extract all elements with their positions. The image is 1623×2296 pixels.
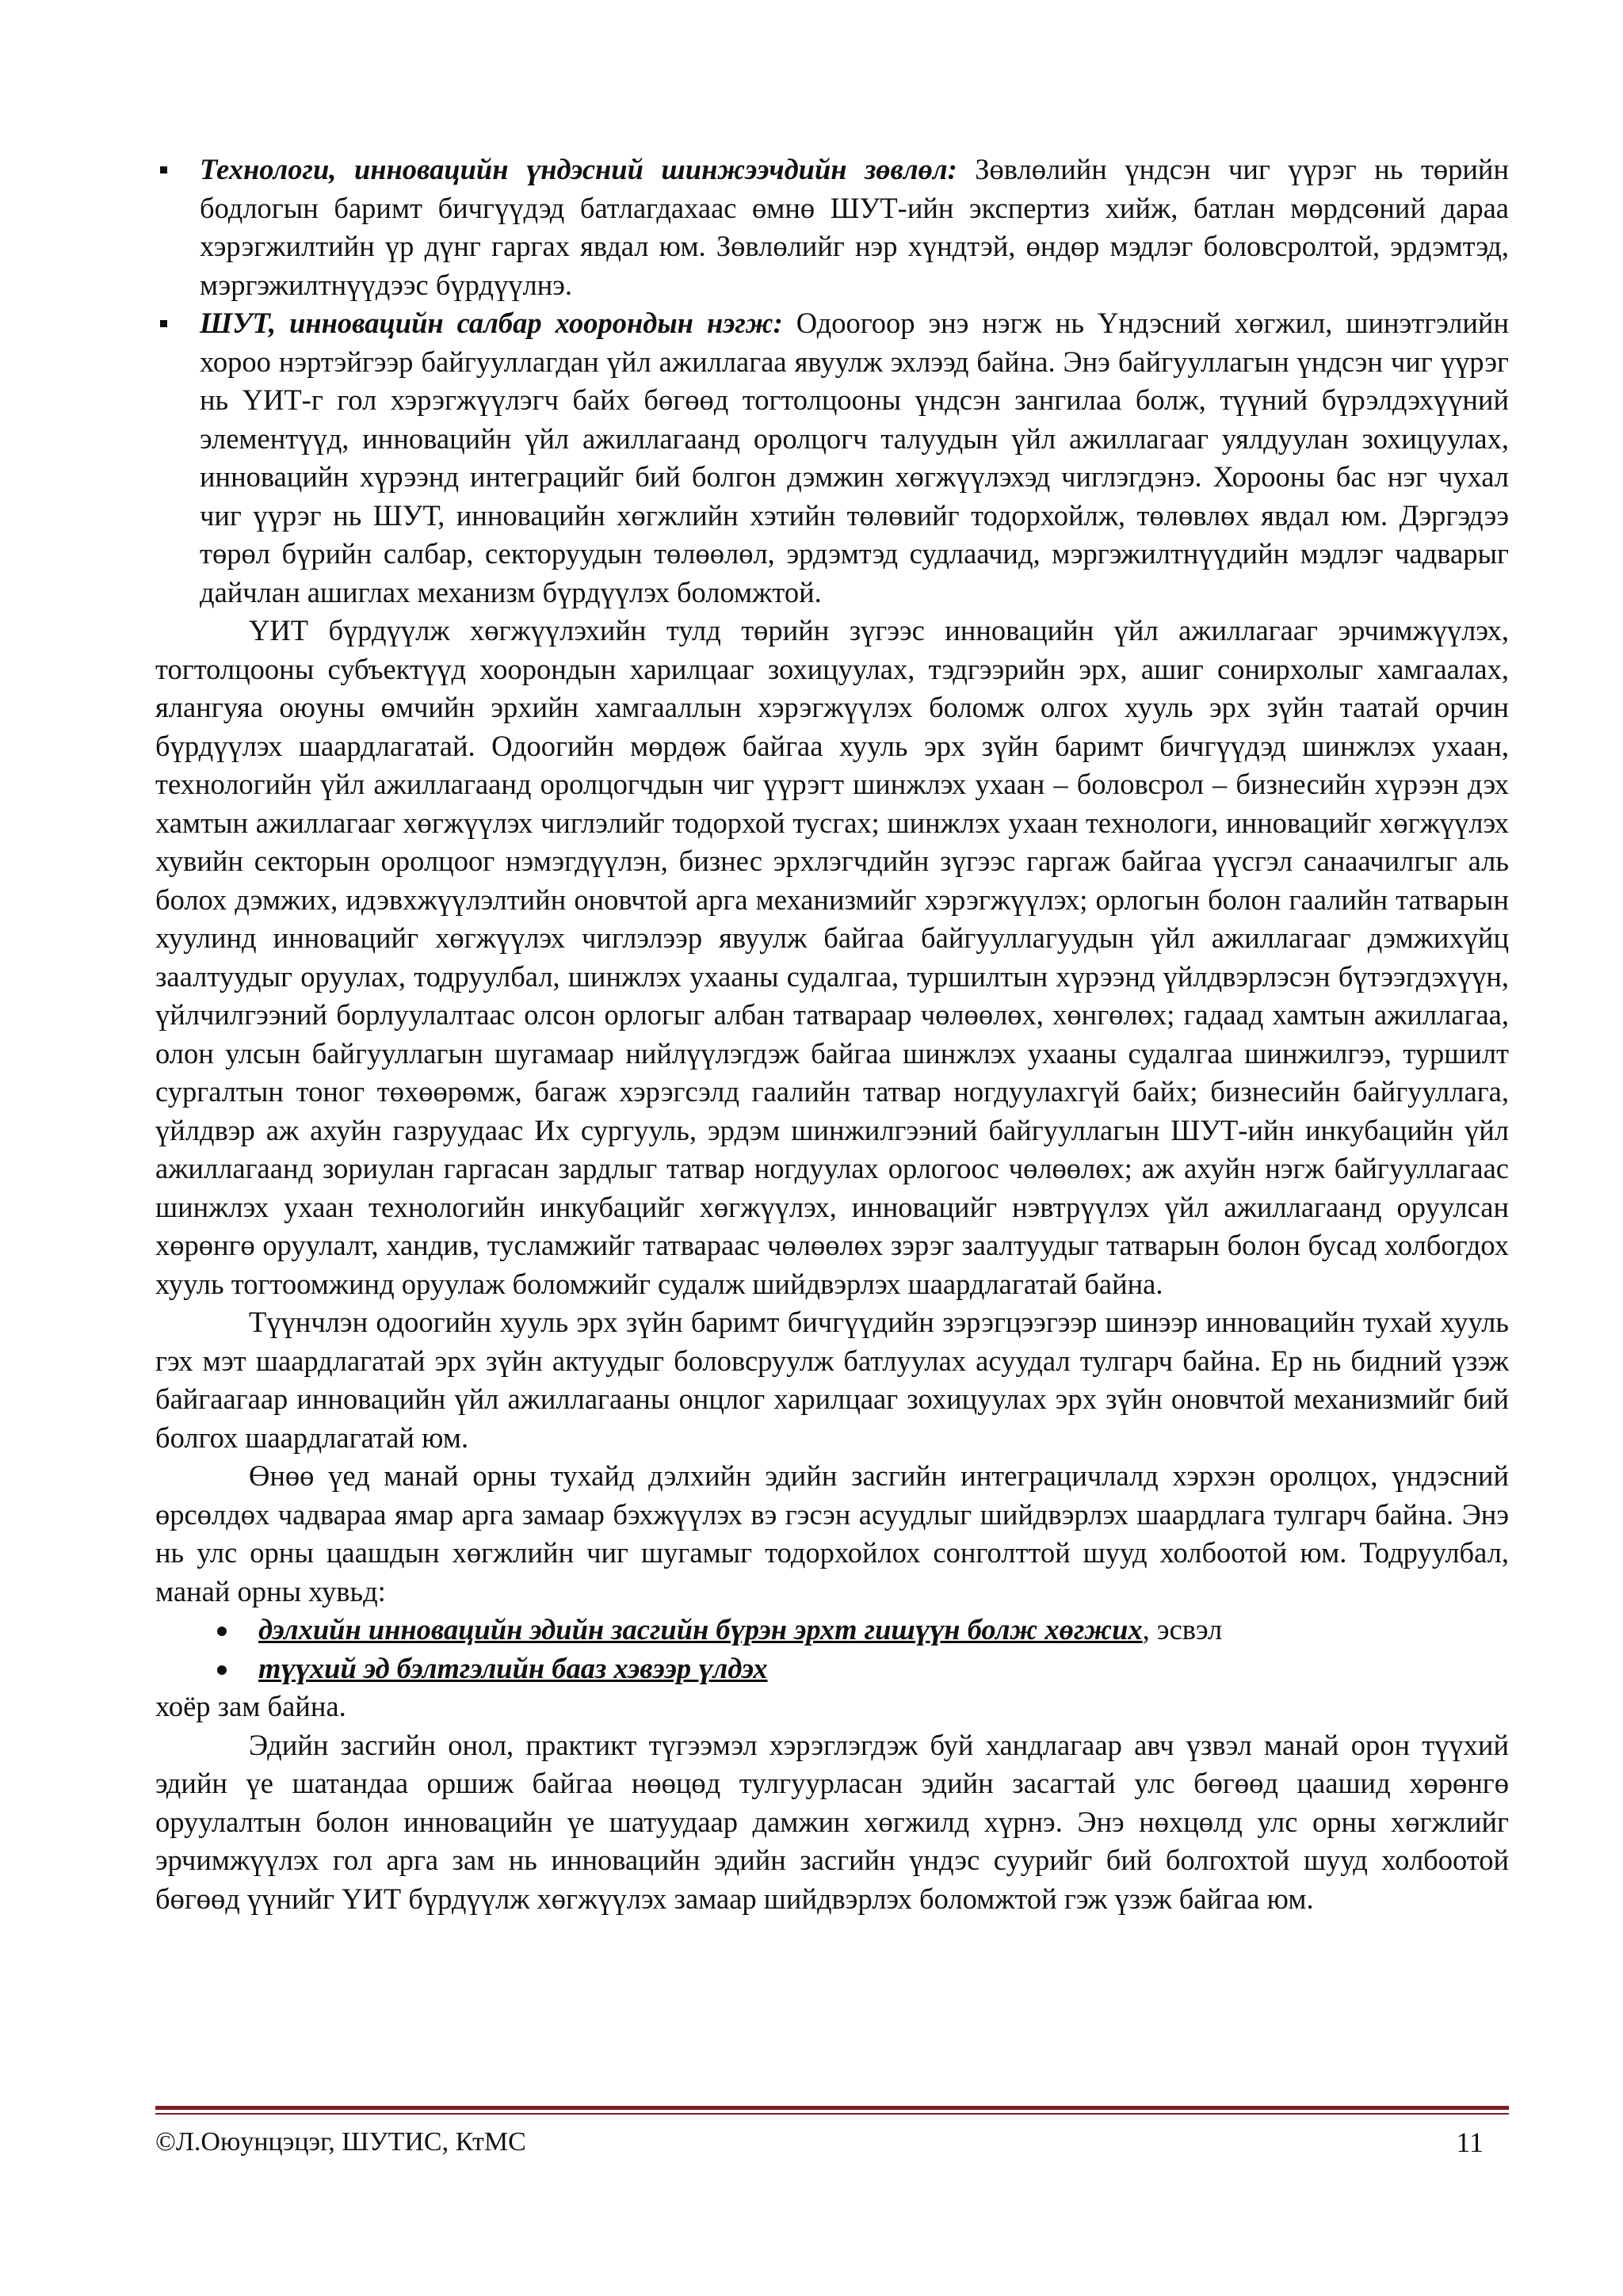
bullet-item-council: [155, 151, 1509, 304]
square-bullet-icon: [160, 320, 167, 327]
council-bullet-list: [155, 151, 1509, 612]
footer-divider-thin: [155, 2113, 1509, 2115]
round-bullet-icon: [217, 1665, 227, 1675]
round-bullet-icon: [217, 1627, 227, 1636]
paragraph-development-choice: Өнөө үед манай орны тухайд дэлхийн эдийн засгийн интеграцичлалд хэрхэн оролцох, үндэсний өрсөлдөх чадвараа ямар арга замаар бэхжүүлэх вэ гэсэн асуудлыг шийдвэрлэх шаардлага тулгарч байна. Энэ нь улс орны цаашдын хөгжлийн чиг шугамыг тодорхойлох сонголттой шууд холбоотой юм. Тодруулбал, манай орны хувьд:: [155, 1459, 1509, 1608]
paragraph-legal-environment: ҮИТ бүрдүүлж хөгжүүлэхийн тулд төрийн зүгээс инновацийн үйл ажиллагааг эрчимжүүлэх, тогтолцооны субъектүүд хоорондын харилцааг зохицуулах, тэдгээрийн эрх, ашиг сонирхолыг хамгаалах, ялангуяа оюуны өмчийн эрхийн хамгааллын хэрэгжүүлэх боломж олгох хууль эрх зүйн таатай орчин бүрдүүлэх шаардлагатай. Одоогийн мөрдөж байгаа хууль эрх зүйн баримт бичгүүдэд шинжлэх ухаан, технологийн үйл ажиллагаанд оролцогчдын чиг үүрэгт шинжлэх ухаан – боловсрол – бизнесийн хүрээн дэх хамтын ажиллагааг хөгжүүлэх чиглэлийг тодорхой тусгах; шинжлэх ухаан технологи, инновацийг хөгжүүлэх хувийн секторын оролцоог нэмэгдүүлэн, бизнес эрхлэгчдийн зүгээс гаргаж байгаа үүсгэл санаачилгыг аль болох дэмжих, идэвхжүүлэлтийн оновчтой арга механизмийг хэрэгжүүлэх; орлогын болон гаалийн татварын хуулинд инновацийг хөгжүүлэх чиглэлээр явуулж байгаа байгууллагуудын үйл ажиллагааг дэмжихүйц заалтуудыг оруулах, тодруулбал, шинжлэх ухааны судалгаа, туршилтын хүрээнд үйлдвэрлэсэн бүтээгдэхүүн, үйлчилгээний борлуулалтаас олсон орлогыг албан татвараар чөлөөлөх, хөнгөлөх; гадаад хамтын ажиллагаа, олон улсын байгууллагын шугамаар нийлүүлэгдэж байгаа шинжлэх ухааны судалгаа шинжилгээ, туршилт сургалтын тоног төхөөрөмж, багаж хэрэгсэлд гаалийн татвар ногдуулахгүй байх; бизнесийн байгууллага, үйлдвэр аж ахуйн газруудаас Их сургууль, эрдэм шинжилгээний байгууллагын ШУТ-ийн инкубацийн үйл ажиллагаанд зориулан гаргасан зардлыг татвар ногдуулах орлогоос чөлөөлөх; аж ахуйн нэгж байгууллагаас шинжлэх ухаан технологийн инкубацийг хөгжүүлэх, инновацийг нэвтрүүлэх үйл ажиллагаанд оруулсан хөрөнгө оруулалт, хандив, тусламжийг татвараас чөлөөлөх зэрэг заалтуудыг татварын болон бусад холбогдох хууль тогтоомжинд оруулаж боломжийг судалж шийдвэрлэх шаардлагатай байна.: [155, 614, 1509, 1300]
document-body: [155, 151, 1509, 1918]
path-options-list: [155, 1611, 1509, 1688]
bullet-term: ШУТ, инновацийн салбар хоорондын нэгж:: [200, 307, 783, 339]
footer-author: ©Л.Оюунцэцэг, ШУТИС, КтМС: [155, 2127, 526, 2157]
bullet-text: Одоогоор энэ нэгж нь Үндэсний хөгжил, шинэтгэлийн хороо нэртэйгээр байгууллагдан үйл ажиллагаа явуулж эхлээд байна. Энэ байгууллагын үндсэн чиг үүрэг нь ҮИТ-г гол хэрэгжүүлэгч байх бөгөөд тогтолцооны үндсэн зангилаа болж, түүний бүрэлдэхүүний элементүүд, инновацийн үйл ажиллагаанд оролцогч талуудын үйл ажиллагааг уялдуулан зохицуулах, инновацийн хүрээнд интеграцийг бий болгон дэмжин хөгжүүлэхэд чиглэгдэнэ. Хорооны бас нэг чухал чиг үүрэг нь ШУТ, инновацийн хөгжлийн хэтийн төлөвийг тодорхойлж, төлөвлөх явдал юм. Дэргэдээ төрөл бүрийн салбар, секторуудын төлөөлөл, эрдэмтэд судлаачид, мэргэжилтнүүдийн мэдлэг чадварыг дайчлан ашиглах механизм бүрдүүлэх боломжтой.: [200, 307, 1509, 608]
path-option-text: түүхий эд бэлтгэлийн бааз хэвээр үлдэх: [258, 1651, 768, 1684]
paragraph-innovation-law: Түүнчлэн одоогийн хууль эрх зүйн баримт бичгүүдийн зэрэгцээгээр шинээр инновацийн тухай хууль гэх мэт шаардлагатай эрх зүйн актуудыг боловсруулж батлуулах асуудал тулгарч байна. Ер нь бидний үзэж байгаагаар инновацийн үйл ажиллагааны онцлог харилцааг зохицуулах эрх зүйн оновчтой механизмийг бий болгох шаардлагатай юм.: [155, 1306, 1509, 1454]
path-option-text: дэлхийн инновацийн эдийн засгийн бүрэн эрхт гишүүн болж хөгжих: [258, 1613, 1143, 1646]
bullet-item-intersectoral-unit: [155, 304, 1509, 612]
bullet-term: Технологи, инновацийн үндэсний шинжээчдийн зөвлөл:: [200, 153, 957, 185]
path-option-raw-materials: [155, 1650, 1509, 1688]
square-bullet-icon: [160, 166, 167, 174]
path-option-suffix: , эсвэл: [1142, 1613, 1223, 1646]
paragraph-economic-theory: Эдийн засгийн онол, практикт түгээмэл хэрэглэгдэж буй хандлагаар авч үзвэл манай орон түүхий эдийн үе шатандаа оршиж байгаа нөөцөд тулгуурласан эдийн засагтай улс бөгөөд цаашид хөрөнгө оруулалтын болон инновацийн үе шатуудаар дамжин хөгжилд хүрнэ. Энэ нөхцөлд улс орны хөгжлийг эрчимжүүлэх гол арга зам нь инновацийн эдийн засгийн үндэс суурийг бий болгохтой шууд холбоотой бөгөөд үүнийг ҮИТ бүрдүүлж хөгжүүлэх замаар шийдвэрлэх боломжтой гэж үзэж байгаа юм.: [155, 1728, 1509, 1915]
footer-divider-thick: [155, 2106, 1509, 2110]
paths-tail: хоёр зам байна.: [155, 1690, 346, 1722]
page-number: 11: [1456, 2126, 1484, 2158]
bullet-text: Зөвлөлийн үндсэн чиг үүрэг нь төрийн бодлогын баримт бичгүүдэд батлагдахаас өмнө ШУТ-ийн экспертиз хийж, батлан мөрдсөний дараа хэрэгжилтийн үр дүнг гаргах явдал юм. Зөвлөлийг нэр хүндтэй, өндөр мэдлэг боловсролтой, эрдэмтэд, мэргэжилтнүүдээс бүрдүүлнэ.: [200, 153, 1509, 301]
path-option-innovation: [155, 1611, 1509, 1650]
